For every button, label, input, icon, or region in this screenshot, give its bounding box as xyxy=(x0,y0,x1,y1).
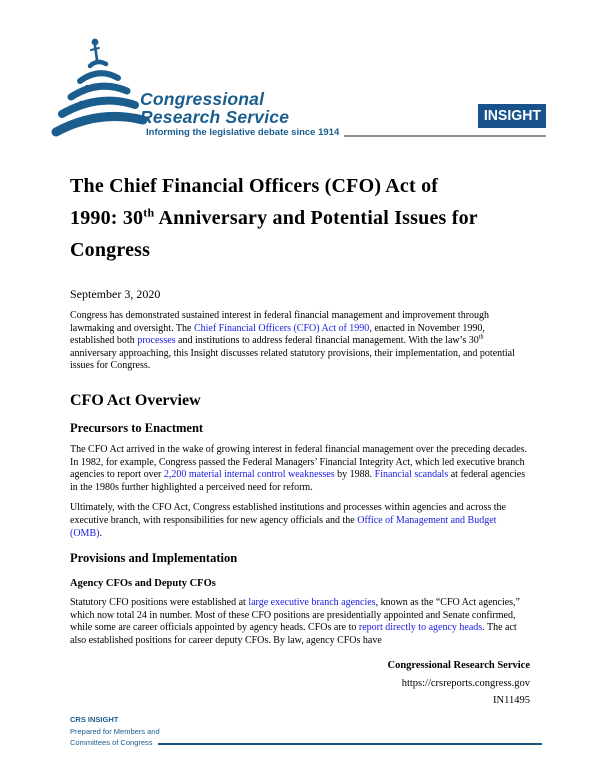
footer-org-name: Congressional Research Service xyxy=(387,660,530,671)
insight-badge xyxy=(478,104,546,128)
superscript: th xyxy=(478,333,484,341)
footer-committees-row xyxy=(70,737,542,749)
paragraph xyxy=(70,310,530,373)
header-divider-rule xyxy=(344,135,546,137)
hyperlink[interactable]: Chief Financial Officers (CFO) Act of 1990 xyxy=(193,322,370,334)
publication-date: September 3, 2020 xyxy=(70,287,161,301)
hyperlink[interactable]: large executive branch agencies xyxy=(248,597,376,609)
hyperlink[interactable]: 2,200 material internal control weaknesses xyxy=(163,469,335,481)
footer-left xyxy=(70,714,542,749)
hyperlink[interactable]: Financial scandals xyxy=(374,469,449,481)
text-run: anniversary approaching, this Insight discusses related statutory provisions, their implementation, and potential issues for Congress. xyxy=(70,347,515,372)
text-run: Congress has demonstrated sustained interest in federal financial management and improvement through lawmaking and oversight. The xyxy=(70,310,490,334)
footer-right xyxy=(387,657,530,710)
text-run: . xyxy=(99,527,102,539)
title-line1: The Chief Financial Officers (CFO) Act of xyxy=(70,175,439,197)
title-line2 xyxy=(70,202,530,234)
text-run: at federal agencies in the 1980s further highlighted a perceived need for reform. xyxy=(70,469,526,493)
text-run: . The act also established positions for career deputy CFOs. By law, agency CFOs have xyxy=(70,622,517,646)
title-line3: Congress xyxy=(70,239,151,261)
footer-committees-label: Committees of Congress xyxy=(70,738,153,747)
heading-h2: Precursors to Enactment xyxy=(70,420,204,435)
paragraph xyxy=(70,597,530,647)
title-superscript: th xyxy=(143,205,155,220)
footer-crs-insight-label: CRS INSIGHT xyxy=(70,715,119,724)
hyperlink[interactable]: processes xyxy=(137,335,176,347)
text-run: Statutory CFO positions were established at xyxy=(70,597,249,609)
crs-wordmark-line2: Research Service xyxy=(140,107,290,127)
footer-doc-id: IN11495 xyxy=(493,695,530,706)
text-run: , known as the “CFO Act agencies,” which now total 24 in number. Most of these CFO positions are presidentially appointed and Senate confirmed, while some are career officials appointed by agency heads. CFOs are to xyxy=(70,597,520,634)
footer-url: https://crsreports.congress.gov xyxy=(401,677,530,689)
text-run: by 1988. xyxy=(334,469,375,481)
text-run: Ultimately, with the CFO Act, Congress established institutions and processes within agencies and across the executive branch, with responsibilities for new agency officials and the xyxy=(70,502,506,526)
hyperlink[interactable]: Office of Management and Budget (OMB) xyxy=(70,514,497,539)
content-root xyxy=(70,310,530,648)
title-line2-pre: 1990: 30 xyxy=(70,207,144,229)
paragraph xyxy=(70,444,530,494)
text-run: , enacted in November 1990, established both xyxy=(70,322,485,347)
heading-h3: Agency CFOs and Deputy CFOs xyxy=(70,578,216,590)
page-title xyxy=(70,170,530,266)
crs-tagline: Informing the legislative debate since 1914 xyxy=(146,127,340,138)
title-line2-post: Anniversary and Potential Issues for xyxy=(154,207,478,229)
document-body xyxy=(70,170,530,648)
footer-prepared-line: Prepared for Members and xyxy=(70,726,160,736)
crs-capitol-dome-icon xyxy=(50,34,148,145)
heading-h2: Provisions and Implementation xyxy=(70,551,238,566)
footer-divider-rule xyxy=(158,743,542,745)
crs-wordmark-line1: Congressional xyxy=(140,89,265,109)
paragraph xyxy=(70,502,530,540)
insight-badge-label: INSIGHT xyxy=(483,107,541,124)
text-run: The CFO Act arrived in the wake of growing interest in federal financial management over the preceding decades. In 1982, for example, Congress passed the Federal Managers’ Financial Integrity Act, which led executive branch agencies to report over xyxy=(70,443,528,481)
heading-h1: CFO Act Overview xyxy=(70,391,201,409)
text-run: and institutions to address federal financial management. With the law’s 30 xyxy=(175,335,479,347)
hyperlink[interactable]: report directly to agency heads xyxy=(358,622,483,634)
crs-wordmark xyxy=(140,90,289,126)
